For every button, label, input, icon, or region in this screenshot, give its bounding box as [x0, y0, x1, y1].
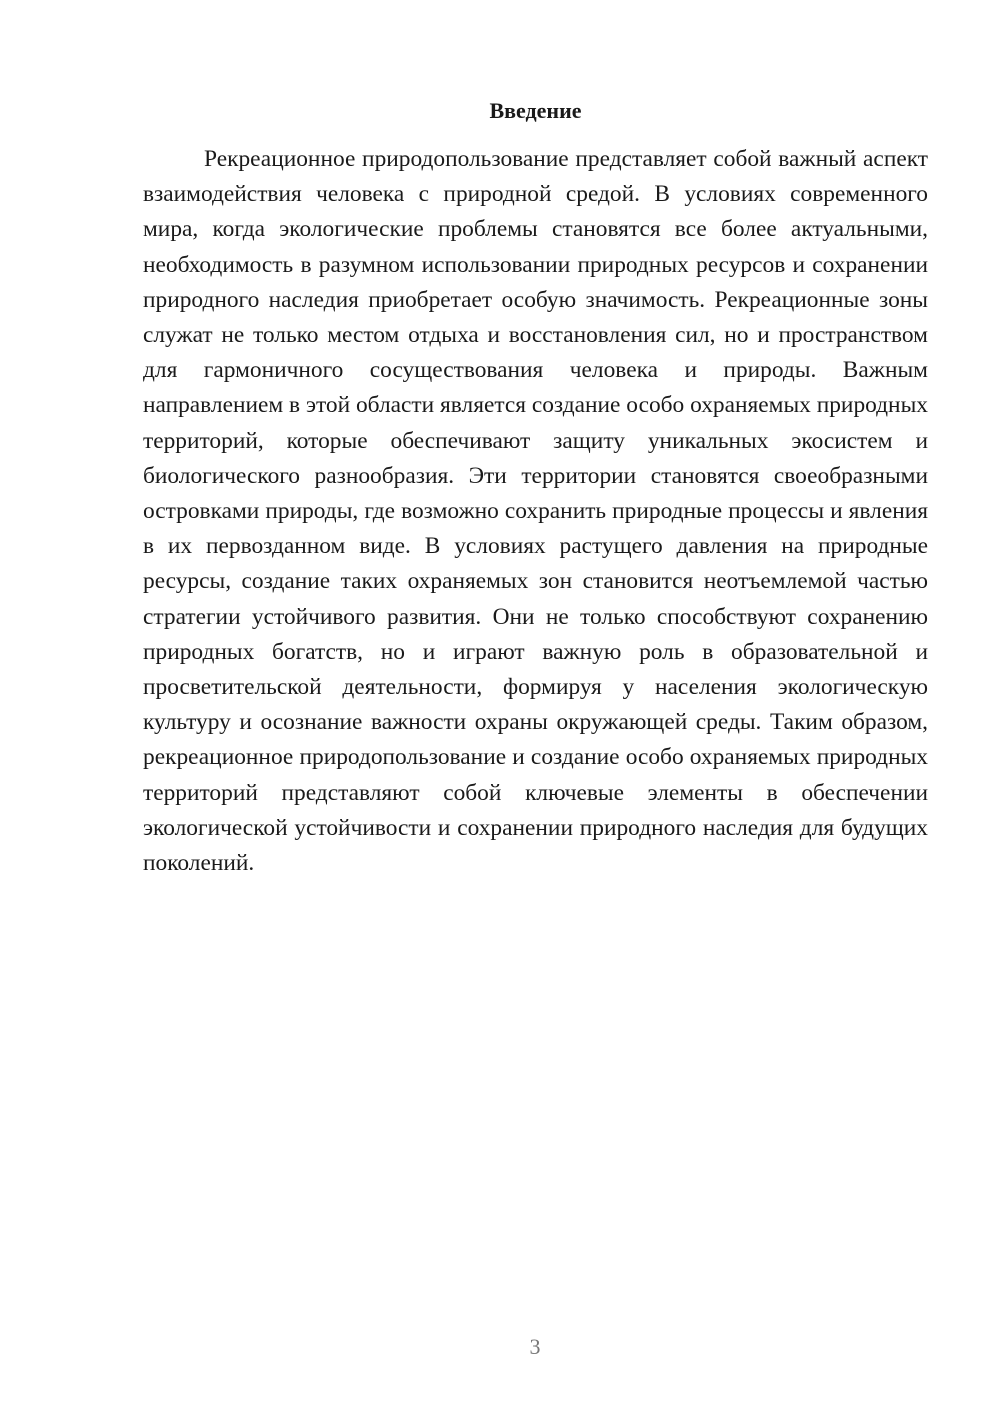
section-heading: Введение [489, 98, 582, 123]
body-paragraph: Рекреационное природопользование представляет собой важный аспект взаимодействия человека с природной средой. В условиях современного мира, когда экологические проблемы становятся все более актуальными, необходимость в разумном использовании природных ресурсов и сохранении природного наследия приобретает особую значимость. Рекреационные зоны служат не только местом отдыха и восстановления сил, но и пространством для гармоничного сосуществования человека и природы. Важным направлением в этой области является создание особо охраняемых природных территорий, которые обеспечивают защиту уникальных экосистем и биологического разнообразия. Эти территории становятся своеобразными островками природы, где возможно сохранить природные процессы и явления в их первозданном виде. В условиях растущего давления на природные ресурсы, создание таких охраняемых зон становится неотъемлемой частью стратегии устойчивого развития. Они не только способствуют сохранению природных богатств, но и играют важную роль в образовательной и просветительской деятельности, формируя у населения экологическую культуру и осознание важности охраны окружающей среды. Таким образом, рекреационное природопользование и создание особо охраняемых природных территорий представляют собой ключевые элементы в обеспечении экологической устойчивости и сохранении природного наследия для будущих поколений. [143, 146, 928, 877]
page-number: 3 [529, 1334, 541, 1359]
